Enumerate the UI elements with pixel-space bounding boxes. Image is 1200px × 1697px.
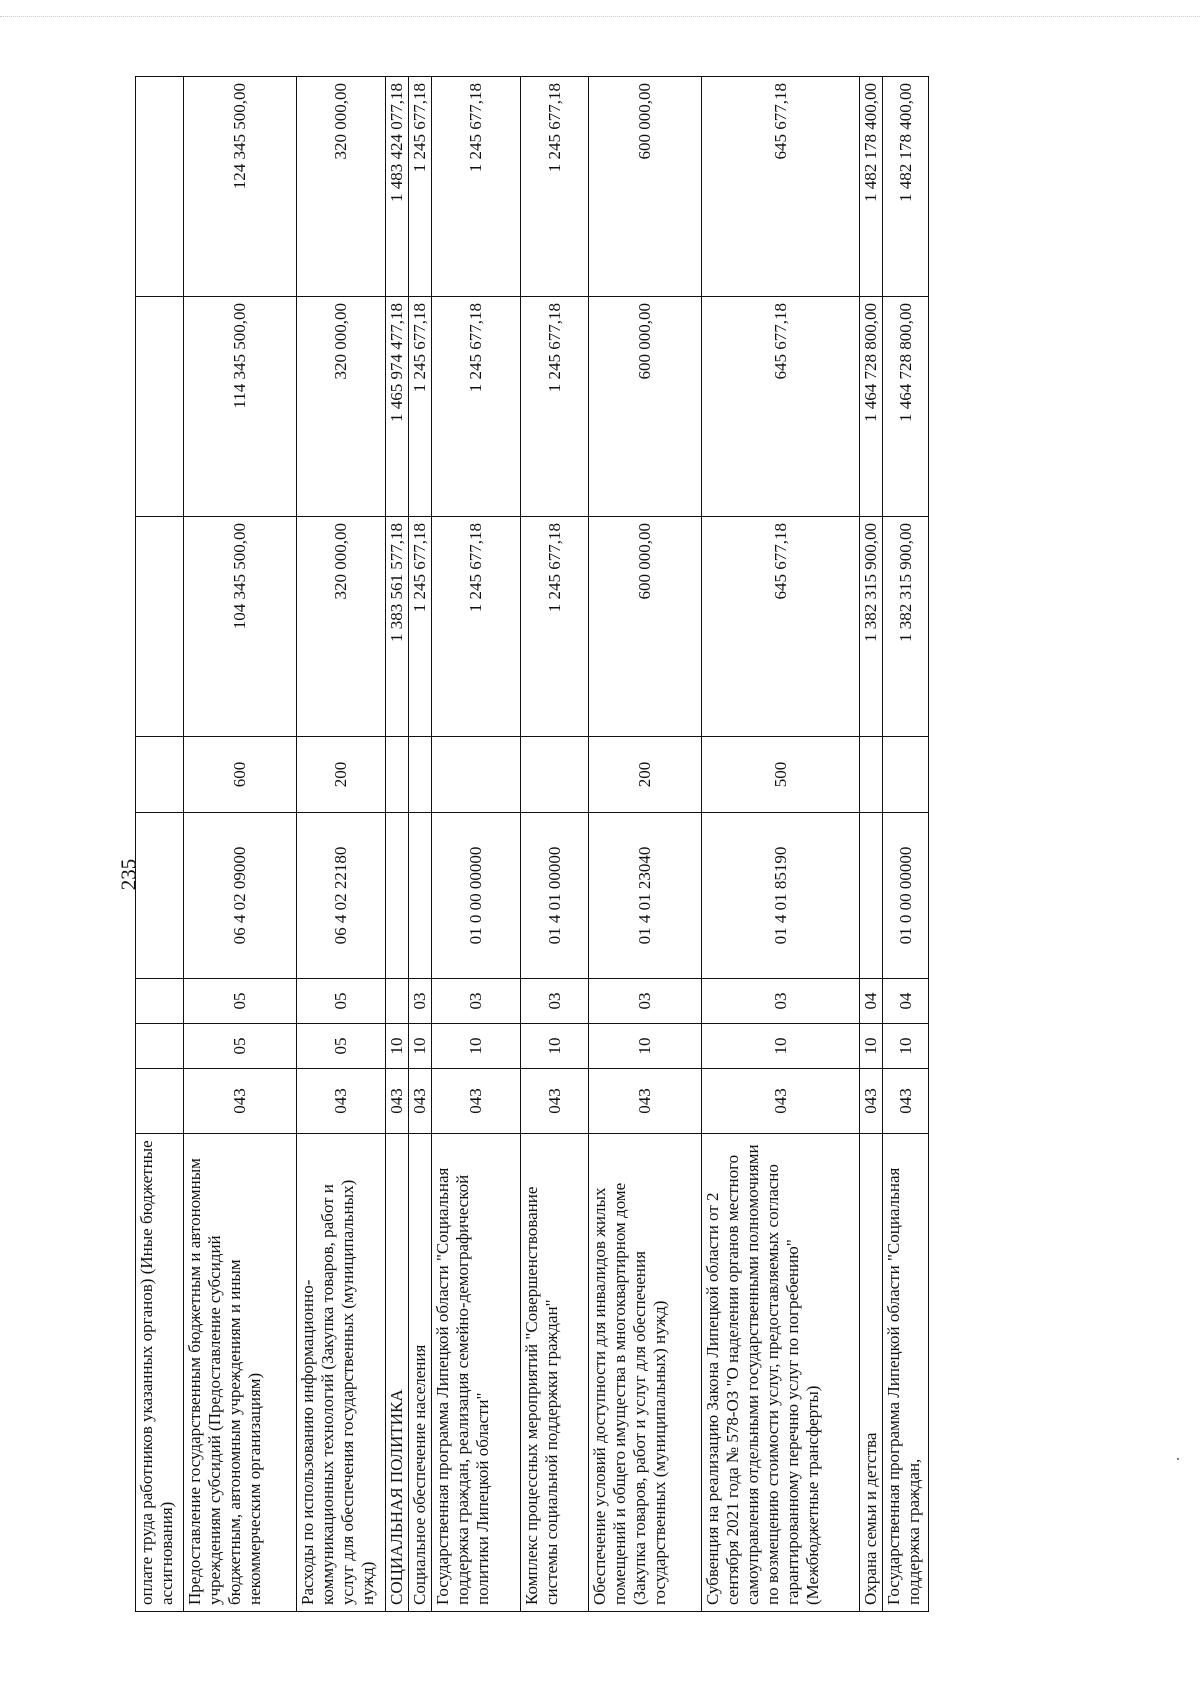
amount-year3-cell: 1 482 178 400,00 — [883, 77, 929, 297]
amount-year3-cell: 1 245 677,18 — [432, 77, 521, 297]
section-code-cell: 05 — [184, 1024, 297, 1069]
amount-year3-cell: 645 677,18 — [702, 77, 860, 297]
subsection-code-cell: 04 — [860, 979, 883, 1024]
amount-year3-cell: 124 345 500,00 — [184, 77, 297, 297]
target-article-cell: 01 4 01 85190 — [702, 813, 860, 979]
expense-type-cell: 600 — [184, 737, 297, 813]
table-row — [136, 77, 184, 1612]
amount-year3-cell — [136, 77, 184, 297]
amount-year2-cell: 114 345 500,00 — [184, 297, 297, 517]
expense-type-cell: 500 — [702, 737, 860, 813]
row-name-cell: Предоставление государственным бюджетным и автономным учреждениям субсидий (Предоставление субсидий бюджетным, автономным учреждениям и иным некоммерческим организациям) — [184, 1134, 297, 1612]
amount-year2-cell: 1 245 677,18 — [432, 297, 521, 517]
row-name-cell: Субвенция на реализацию Закона Липецкой области от 2 сентября 2021 года № 578-ОЗ "О наделении органов местного самоуправления отдельными государственными полномочиями по возмещению стоимости услуг, предоставляемых согласно гарантированному перечню услуг по погребению" (Межбюджетные трансферты) — [702, 1134, 860, 1612]
amount-year2-cell: 320 000,00 — [297, 297, 386, 517]
amount-year2-cell — [136, 297, 184, 517]
amount-year3-cell: 600 000,00 — [589, 77, 702, 297]
section-code-cell: 10 — [521, 1024, 589, 1069]
target-article-cell: 01 4 01 23040 — [589, 813, 702, 979]
subsection-code-cell: 05 — [297, 979, 386, 1024]
row-name-cell: Государственная программа Липецкой области "Социальная поддержка граждан, реализация семейно-демографической политики Липецкой области" — [432, 1134, 521, 1612]
row-name-cell: Охрана семьи и детства — [860, 1134, 883, 1612]
scan-top-edge — [0, 16, 1200, 17]
section-code-cell: 10 — [589, 1024, 702, 1069]
section-code-cell — [136, 1024, 184, 1069]
target-article-cell: 01 4 01 00000 — [521, 813, 589, 979]
amount-year3-cell: 320 000,00 — [297, 77, 386, 297]
ved-code-cell: 043 — [883, 1069, 929, 1134]
expense-type-cell: 200 — [589, 737, 702, 813]
amount-year2-cell: 1 464 728 800,00 — [860, 297, 883, 517]
target-article-cell — [136, 813, 184, 979]
amount-year1-cell: 645 677,18 — [702, 517, 860, 737]
ved-code-cell: 043 — [184, 1069, 297, 1134]
amount-year1-cell: 600 000,00 — [589, 517, 702, 737]
target-article-cell — [409, 813, 432, 979]
amount-year1-cell: 1 382 315 900,00 — [860, 517, 883, 737]
target-article-cell — [386, 813, 409, 979]
ved-code-cell: 043 — [297, 1069, 386, 1134]
scan-dot — [1177, 1458, 1179, 1460]
amount-year3-cell: 1 482 178 400,00 — [860, 77, 883, 297]
amount-year2-cell: 1 245 677,18 — [521, 297, 589, 517]
amount-year1-cell: 1 383 561 577,18 — [386, 517, 409, 737]
section-code-cell: 10 — [432, 1024, 521, 1069]
amount-year1-cell: 1 245 677,18 — [432, 517, 521, 737]
amount-year2-cell: 1 465 974 477,18 — [386, 297, 409, 517]
expense-type-cell: 200 — [297, 737, 386, 813]
expense-type-cell — [136, 737, 184, 813]
rotated-table-area — [135, 77, 1076, 1612]
amount-year3-cell: 1 245 677,18 — [409, 77, 432, 297]
expense-type-cell — [860, 737, 883, 813]
subsection-code-cell — [136, 979, 184, 1024]
expense-type-cell — [409, 737, 432, 813]
subsection-code-cell: 03 — [521, 979, 589, 1024]
table-body — [136, 77, 929, 1612]
target-article-cell: 06 4 02 09000 — [184, 813, 297, 979]
ved-code-cell: 043 — [386, 1069, 409, 1134]
section-code-cell: 10 — [702, 1024, 860, 1069]
subsection-code-cell: 03 — [432, 979, 521, 1024]
target-article-cell: 01 0 00 00000 — [883, 813, 929, 979]
ved-code-cell: 043 — [589, 1069, 702, 1134]
subsection-code-cell — [386, 979, 409, 1024]
table-row — [702, 77, 860, 1612]
table-row — [860, 77, 883, 1612]
amount-year2-cell: 600 000,00 — [589, 297, 702, 517]
page-number: 235 — [116, 858, 141, 891]
section-code-cell: 10 — [860, 1024, 883, 1069]
section-code-cell: 10 — [386, 1024, 409, 1069]
table-row — [297, 77, 386, 1612]
amount-year1-cell: 320 000,00 — [297, 517, 386, 737]
expense-type-cell — [883, 737, 929, 813]
table-row — [589, 77, 702, 1612]
table-row — [184, 77, 297, 1612]
section-code-cell: 05 — [297, 1024, 386, 1069]
subsection-code-cell: 03 — [589, 979, 702, 1024]
table-row — [409, 77, 432, 1612]
table-row — [386, 77, 409, 1612]
expense-type-cell — [432, 737, 521, 813]
expense-type-cell — [386, 737, 409, 813]
row-name-cell: Комплекс процессных мероприятий "Совершенствование системы социальной поддержки граждан" — [521, 1134, 589, 1612]
target-article-cell: 06 4 02 22180 — [297, 813, 386, 979]
amount-year1-cell: 1 245 677,18 — [521, 517, 589, 737]
amount-year1-cell — [136, 517, 184, 737]
ved-code-cell: 043 — [432, 1069, 521, 1134]
amount-year3-cell: 1 483 424 077,18 — [386, 77, 409, 297]
ved-code-cell — [136, 1069, 184, 1134]
row-name-cell: Государственная программа Липецкой области "Социальная поддержка граждан, — [883, 1134, 929, 1612]
table-row — [432, 77, 521, 1612]
amount-year1-cell: 1 245 677,18 — [409, 517, 432, 737]
subsection-code-cell: 03 — [702, 979, 860, 1024]
ved-code-cell: 043 — [409, 1069, 432, 1134]
table-row — [883, 77, 929, 1612]
section-code-cell: 10 — [409, 1024, 432, 1069]
row-name-cell: СОЦИАЛЬНАЯ ПОЛИТИКА — [386, 1134, 409, 1612]
section-code-cell: 10 — [883, 1024, 929, 1069]
expense-type-cell — [521, 737, 589, 813]
row-name-cell: Расходы по использованию информационно-коммуникационных технологий (Закупка товаров, работ и услуг для обеспечения государственных (муниципальных) нужд) — [297, 1134, 386, 1612]
amount-year2-cell: 1 245 677,18 — [409, 297, 432, 517]
subsection-code-cell: 04 — [883, 979, 929, 1024]
table-row — [521, 77, 589, 1612]
amount-year2-cell: 1 464 728 800,00 — [883, 297, 929, 517]
ved-code-cell: 043 — [860, 1069, 883, 1134]
row-name-cell: оплате труда работников указанных органов) (Иные бюджетные ассигнования) — [136, 1134, 184, 1612]
row-name-cell: Социальное обеспечение населения — [409, 1134, 432, 1612]
target-article-cell — [860, 813, 883, 979]
amount-year1-cell: 104 345 500,00 — [184, 517, 297, 737]
amount-year2-cell: 645 677,18 — [702, 297, 860, 517]
target-article-cell: 01 0 00 00000 — [432, 813, 521, 979]
row-name-cell: Обеспечение условий доступности для инвалидов жилых помещений и общего имущества в многоквартирном доме (Закупка товаров, работ и услуг для обеспечения государственных (муниципальных) нужд) — [589, 1134, 702, 1612]
amount-year3-cell: 1 245 677,18 — [521, 77, 589, 297]
subsection-code-cell: 05 — [184, 979, 297, 1024]
amount-year1-cell: 1 382 315 900,00 — [883, 517, 929, 737]
ved-code-cell: 043 — [702, 1069, 860, 1134]
subsection-code-cell: 03 — [409, 979, 432, 1024]
budget-table — [135, 76, 929, 1612]
ved-code-cell: 043 — [521, 1069, 589, 1134]
